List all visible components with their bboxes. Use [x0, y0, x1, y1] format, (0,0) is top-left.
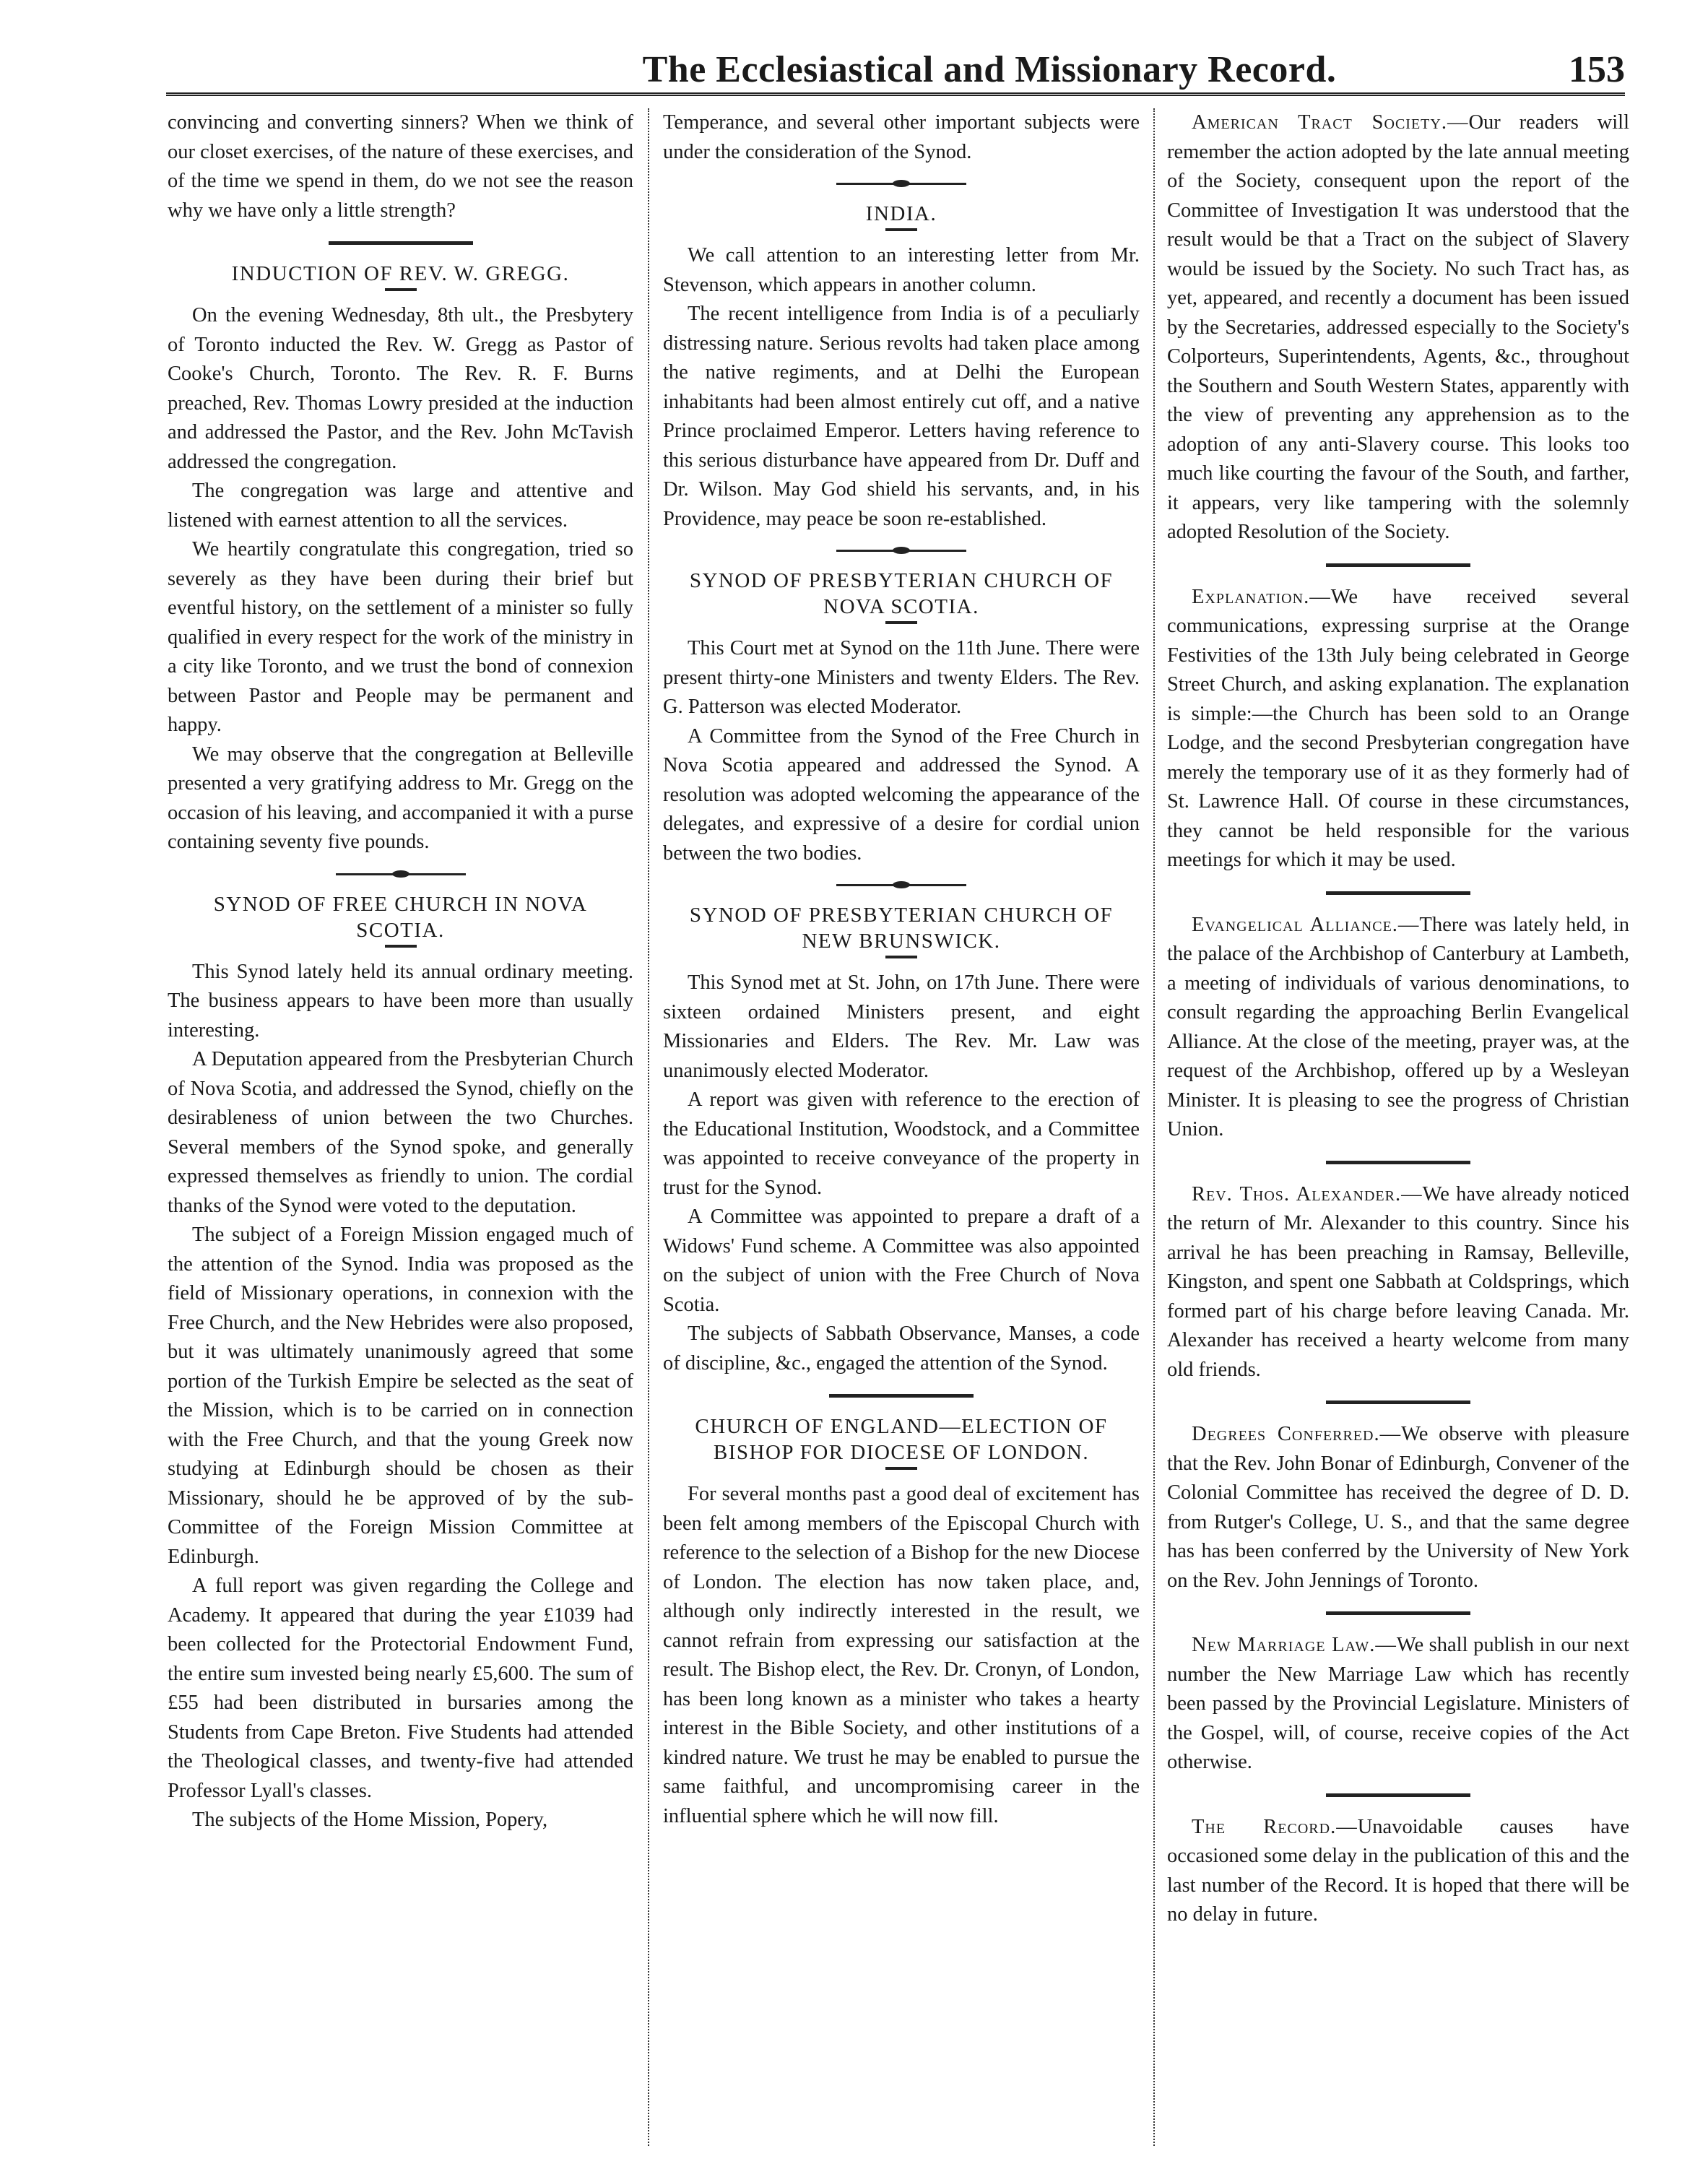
article-paragraph: A Committee was appointed to prepare a draft of a Widows' Fund scheme. A Committee was also appointed on the subject of union with the Free Church of Nova Scotia. [663, 1205, 1140, 1316]
item-text: We observe with pleasure that the Rev. John Bonar of Edinburgh, Convener of the Colonial Committee has received the degree of D. D. from Rutger's College, U. S., and that the same degree has has been conferred by the University of New York on the Rev. John Jennings of Toronto. [1167, 1423, 1629, 1592]
article-india [663, 201, 1140, 534]
article-heading: INDUCTION OF REV. W. GREGG. [231, 262, 570, 285]
article-paragraph: The subjects of the Home Mission, Popery, [192, 1809, 548, 1831]
ornament-rule [836, 884, 966, 886]
article-paragraph: The congregation was large and attentive and listened with earnest attention to all the services. [168, 480, 633, 532]
article-paragraph: We may observe that the congregation at Belleville presented a very gratifying address to Mr. Gregg on the occasion of his leaving, and accompanied it with a purse containing seventy five pounds. [168, 743, 633, 853]
article-paragraph: This Synod lately held its annual ordinary meeting. The business appears to have been more than usually interesting. [168, 960, 633, 1042]
heading-dash [885, 228, 917, 231]
ornament-rule [836, 550, 966, 552]
continued-paragraph: Temperance, and several other important subjects were under the consideration of the Synod. [663, 111, 1140, 163]
heading-dash [885, 956, 917, 958]
heading-dash [385, 288, 417, 291]
item-text: Our readers will remember the action adopted by the late annual meeting of the Society, consequent upon the report of the Committee of Investigation It was understood that the result would be that a Tract on the subject of Slavery would be issued by the Society. No such Tract has, as yet, appeared, and recently a document has been issued by the Secretaries, addressed especially to the Society's Colporteurs, Superintendents, Agents, &c., throughout the Southern and South Western States, apparently with the view of preventing any apprehension as to the adoption of any anti-Slavery course. This looks too much like courting the favour of the South, and farther, it appears, very like tampering with the solemnly adopted Resolution of the Society. [1167, 111, 1629, 543]
separator-rule [1326, 1400, 1470, 1404]
article-heading: SYNOD OF PRESBYTERIAN CHURCH OF NOVA SCOTIA. [689, 569, 1114, 618]
item-lead: Evangelical Alliance.— [1192, 913, 1420, 936]
item-lead: The Record.— [1192, 1815, 1358, 1838]
continued-paragraph: convincing and converting sinners? When we think of our closet exercises, of the nature of these exercises, and of the time we spend in them, do we not see the reason why we have only a little strength? [168, 111, 633, 222]
item-lead: Rev. Thos. Alexander.— [1192, 1182, 1423, 1205]
article-synod-free-church [168, 891, 633, 1835]
article-synod-nova-scotia [663, 568, 1140, 868]
item-lead: Degrees Conferred.— [1192, 1423, 1402, 1445]
heading-dash [385, 945, 417, 948]
article-heading: INDIA. [865, 202, 937, 225]
news-item-degrees-conferred [1167, 1420, 1629, 1596]
column-rule-left [648, 108, 649, 2146]
news-item-the-record [1167, 1813, 1629, 1930]
article-paragraph: The recent intelligence from India is of a peculiarly distressing nature. Serious revolts had taken place among the native regiments, and at Delhi the European inhabitants had been almost entirely cut off, and a native Prince proclaimed Emperor. Letters having reference to this serious disturbance have appeared from Dr. Duff and Dr. Wilson. May God shield his servants, and, in his Providence, may peace be soon re-established. [663, 303, 1140, 530]
separator-rule [1326, 891, 1470, 895]
article-paragraph: A full report was given regarding the College and Academy. It appeared that during the year £1039 had been collected for the Protectorial Endowment Fund, the entire sum invested being nearly £5,600. The sum of £55 had been distributed in bursaries among the Students from Cape Breton. Five Students had attended the Theological classes, and twenty-five had attended Professor Lyall's classes. [168, 1575, 633, 1802]
news-item-american-tract-society [1167, 108, 1629, 547]
article-paragraph: For several months past a good deal of excitement has been felt among members of the Episcopal Church with reference to the selection of a Bishop for the new Diocese of London. The election has now taken place, and, although only indirectly interested in the result, we cannot refrain from expressing our satisfaction at the result. The Bishop elect, the Rev. Dr. Cronyn, of London, has been long known as a minister who takes a hearty interest in the Bible Society, and other institutions of a kindred nature. We trust he may be enabled to pursue the same faithful, and uncompromising career in the influential sphere which he will now fill. [663, 1483, 1140, 1827]
item-lead: New Marriage Law.— [1192, 1634, 1397, 1656]
column-rule-right [1153, 108, 1155, 2146]
heading-dash [885, 621, 917, 624]
article-paragraph: This Court met at Synod on the 11th June. There were present thirty-one Ministers and twenty Elders. The Rev. G. Patterson was elected Moderator. [663, 637, 1140, 718]
article-heading: SYNOD OF PRESBYTERIAN CHURCH OF NEW BRUNSWICK. [689, 904, 1114, 953]
item-text: Unavoidable causes have occasioned some delay in the publication of this and the last number of the Record. It is hoped that there will be no delay in future. [1167, 1815, 1629, 1926]
item-text: We shall publish in our next number the New Marriage Law which has recently been passed by the Provincial Legislature. Ministers of the Gospel, will, of course, receive copies of the Act otherwise. [1167, 1634, 1629, 1773]
article-heading: CHURCH OF ENGLAND—ELECTION OF BISHOP FOR DIOCESE OF LONDON. [695, 1415, 1108, 1464]
news-item-explanation [1167, 583, 1629, 875]
item-text: There was lately held, in the palace of the Archbishop of Canterbury at Lambeth, a meeting of individuals of various denominations, to consult regarding the approaching Berlin Evangelical Alliance. At the close of the meeting, prayer was, at the request of the Archbishop, offered up by a Wesleyan Minister. It is pleasing to see the progress of Christian Union. [1167, 913, 1629, 1140]
news-item-evangelical-alliance [1167, 911, 1629, 1145]
article-paragraph: The subject of a Foreign Mission engaged much of the attention of the Synod. India was proposed as the field of Missionary operations, in connexion with the Free Church, and the New Hebrides were also proposed, but it was ultimately unanimously agreed that some portion of the Turkish Empire be selected as the seat of the Mission, which is to be carried on in connection with the Free Church, and that the young Greek now studying at Edinburgh should be chosen as their Missionary, should he be approved of by the sub-Committee of the Foreign Mission Committee at Edinburgh. [168, 1224, 633, 1568]
separator-rule [1326, 1161, 1470, 1164]
item-lead: Explanation.— [1192, 585, 1331, 608]
item-text: We have already noticed the return of Mr. Alexander to this country. Since his arrival he has been preaching in Ramsay, Belleville, Kingston, and spent one Sabbath at Coldsprings, which formed part of his charge before leaving Canada. Mr. Alexander has received a hearty welcome from many old friends. [1167, 1182, 1629, 1381]
article-heading: SYNOD OF FREE CHURCH IN NOVA SCOTIA. [213, 892, 588, 942]
item-lead: American Tract Society.— [1192, 111, 1469, 134]
article-induction-gregg [168, 261, 633, 857]
column-right [1167, 108, 1629, 2146]
separator-rule [1326, 1793, 1470, 1797]
separator-rule [829, 1394, 974, 1398]
article-paragraph: We heartily congratulate this congregation, tried so severely as they have been during their brief but eventful history, on the settlement of a minister so fully qualified in every respect for the work of the ministry in a city like Toronto, and we trust the bond of connexion between Pastor and People may be permanent and happy. [168, 538, 633, 736]
page-title: The Ecclesiastical and Missionary Record. [642, 49, 1337, 90]
news-item-rev-alexander [1167, 1180, 1629, 1385]
article-paragraph: A report was given with reference to the erection of the Educational Institution, Woodstock, and a Committee was appointed to receive conveyance of the property in trust for the Synod. [663, 1088, 1140, 1199]
article-paragraph: We call attention to an interesting letter from Mr. Stevenson, which appears in another column. [663, 244, 1140, 296]
item-text: We have received several communications, expressing surprise at the Orange Festivities of the 13th July being celebrated in George Street Church, and asking explanation. The explanation is simple:—the Church has been sold to an Orange Lodge, and the second Presbyterian congregation have merely the temporary use of it as they formerly had of St. Lawrence Hall. Of course in these circumstances, they cannot be held responsible for the various meetings for which it may be used. [1167, 585, 1629, 871]
article-paragraph: The subjects of Sabbath Observance, Manses, a code of discipline, &c., engaged the attention of the Synod. [663, 1322, 1140, 1374]
news-item-new-marriage-law [1167, 1631, 1629, 1778]
separator-rule [1326, 563, 1470, 567]
column-middle [663, 108, 1140, 2146]
separator-rule [329, 241, 473, 245]
page-number: 153 [1569, 49, 1625, 90]
article-church-of-england [663, 1413, 1140, 1831]
article-synod-new-brunswick [663, 902, 1140, 1378]
running-head [166, 45, 1625, 95]
ornament-rule [336, 873, 466, 875]
heading-dash [885, 1467, 917, 1470]
column-left [168, 108, 633, 2146]
header-rule [166, 92, 1625, 96]
article-paragraph: On the evening Wednesday, 8th ult., the Presbytery of Toronto inducted the Rev. W. Gregg as Pastor of Cooke's Church, Toronto. The Rev. R. F. Burns preached, Rev. Thomas Lowry presided at the induction and addressed the Pastor, and the Rev. John McTavish addressed the congregation. [168, 304, 633, 473]
article-paragraph: A Deputation appeared from the Presbyterian Church of Nova Scotia, and addressed the Synod, chiefly on the desirableness of union between the two Churches. Several members of the Synod spoke, and generally expressed themselves as friendly to union. The cordial thanks of the Synod were voted to the deputation. [168, 1048, 633, 1217]
article-paragraph: A Committee from the Synod of the Free Church in Nova Scotia appeared and addressed the Synod. A resolution was adopted welcoming the appearance of the delegates, and expressive of a desire for cordial union between the two bodies. [663, 724, 1140, 865]
article-paragraph: This Synod met at St. John, on 17th June. There were sixteen ordained Ministers present, and eight Missionaries and Elders. The Rev. Mr. Law was unanimously elected Moderator. [663, 971, 1140, 1082]
separator-rule [1326, 1611, 1470, 1615]
ornament-rule [836, 183, 966, 185]
